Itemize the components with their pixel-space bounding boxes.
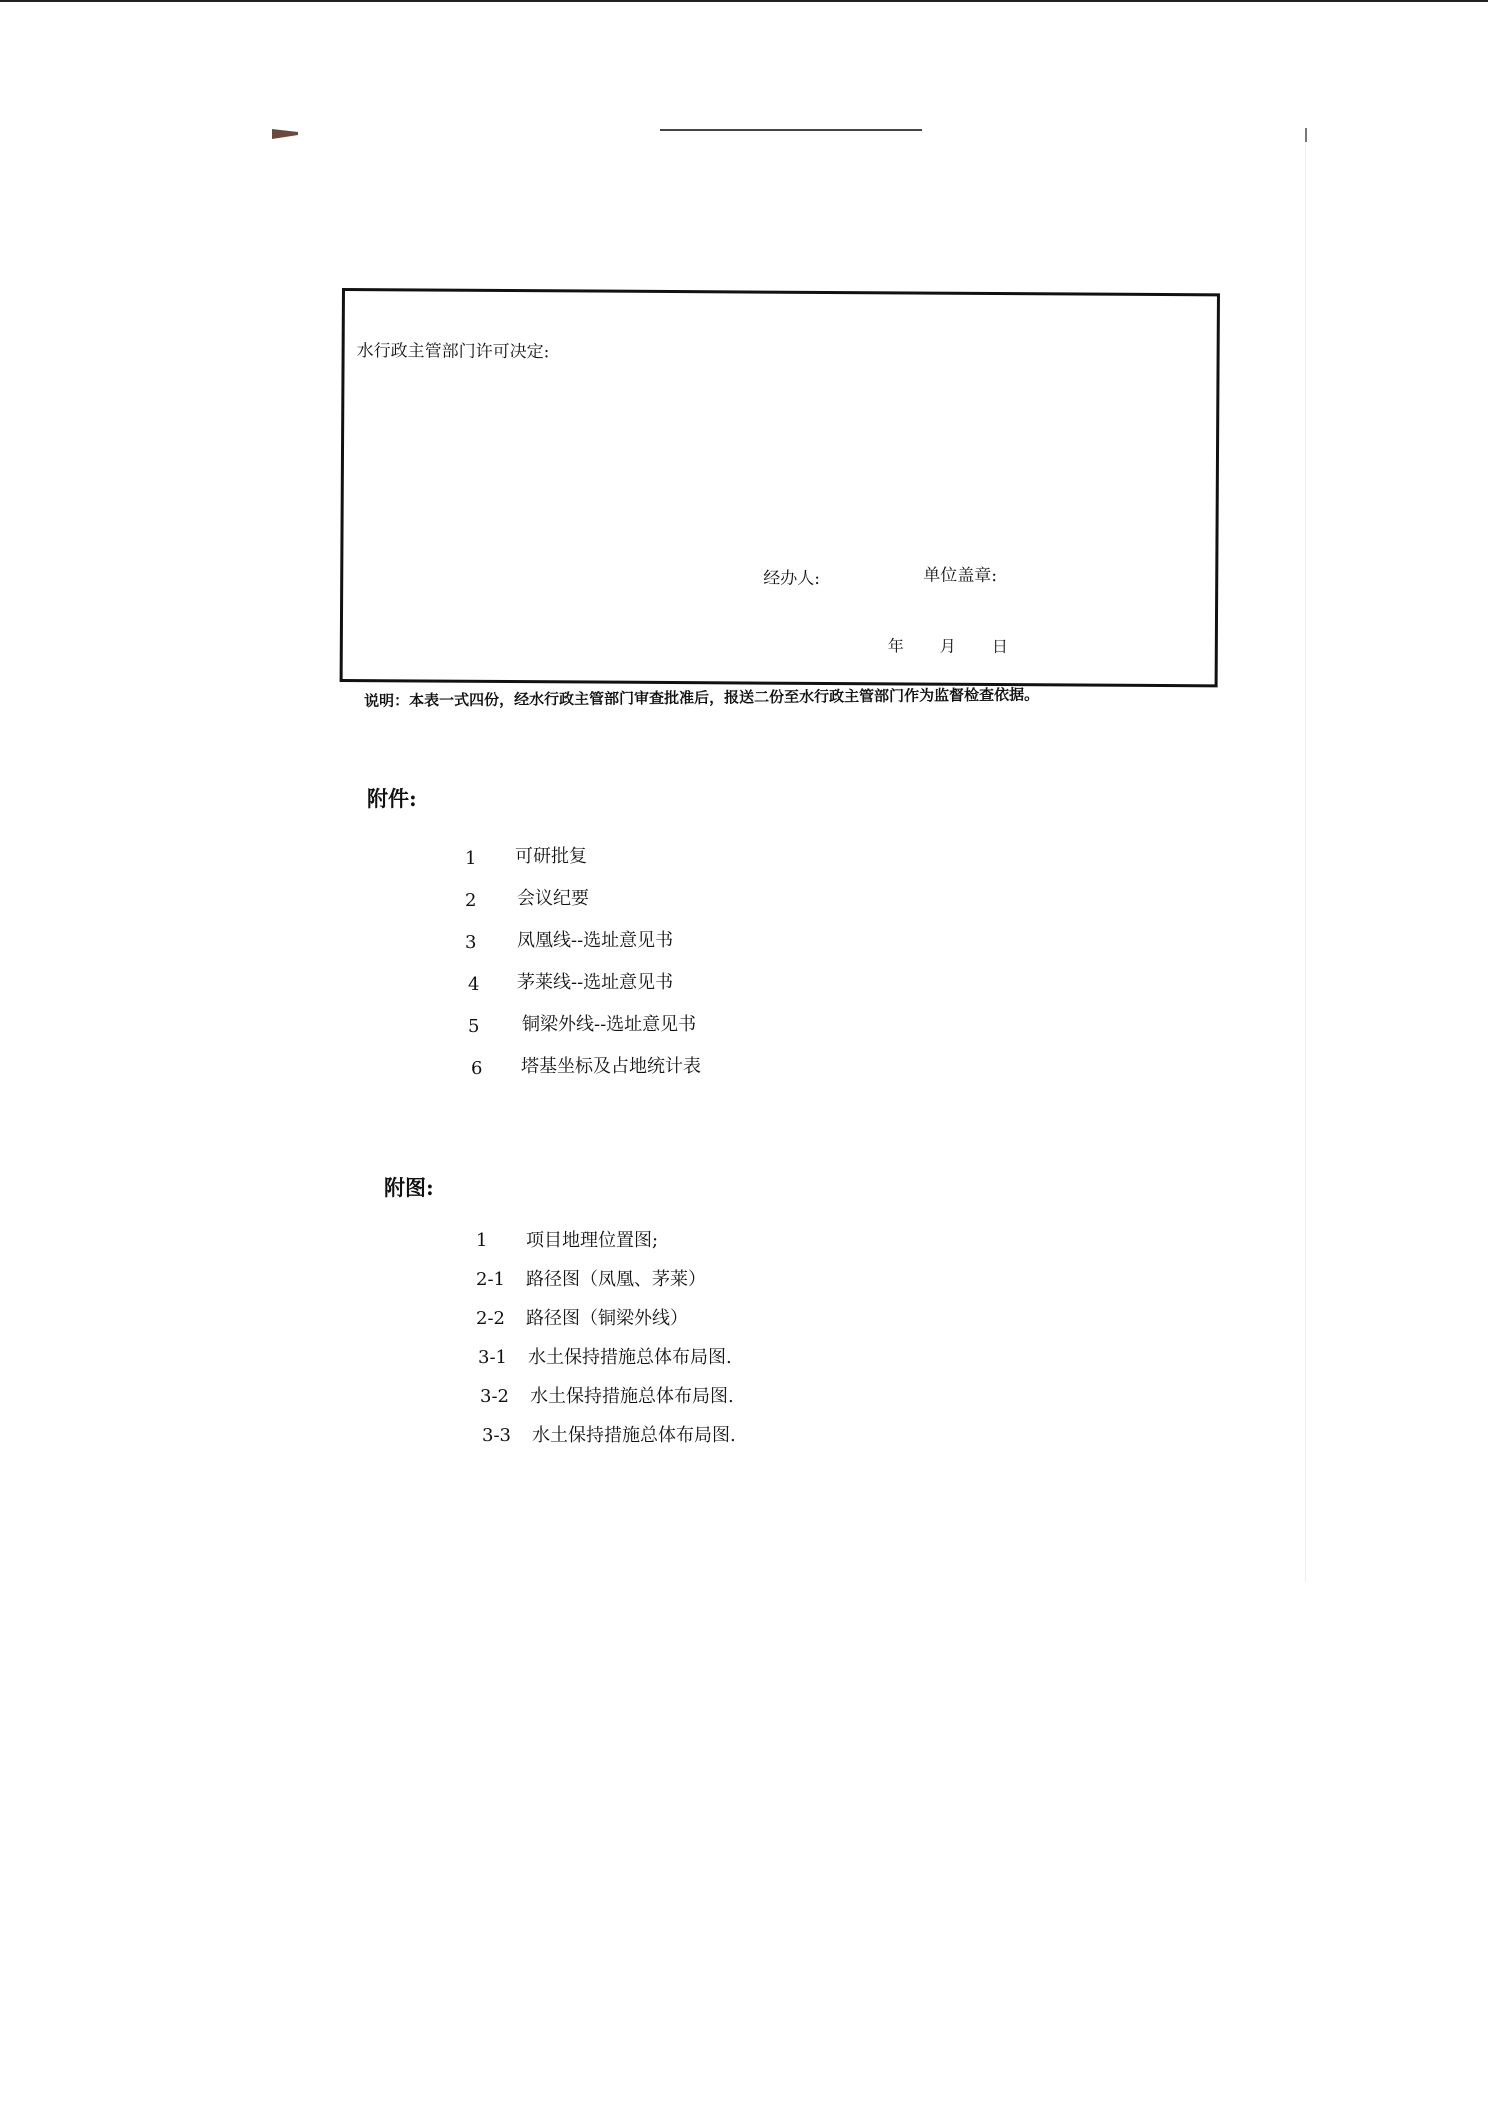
- item-text: 塔基坐标及占地统计表: [521, 1056, 701, 1077]
- item-text: 项目地理位置图;: [526, 1230, 659, 1251]
- item-number: 2-2: [476, 1308, 505, 1329]
- item-text: 路径图（凤凰、茅莱）: [526, 1269, 706, 1290]
- form-note: 说明：本表一式四份，经水行政主管部门审查批准后，报送二份至水行政主管部门作为监督检查依据。: [364, 685, 1040, 710]
- scan-artifact-right: [1305, 128, 1307, 142]
- decision-label: 水行政主管部门许可决定:: [356, 341, 550, 363]
- seal-label: 单位盖章:: [923, 565, 998, 587]
- item-text: 水土保持措施总体布局图.: [530, 1386, 734, 1407]
- item-number: 2-1: [476, 1269, 505, 1290]
- item-number: 1: [476, 1230, 488, 1251]
- day-label: 日: [991, 636, 1008, 657]
- item-number: 3-1: [478, 1347, 507, 1368]
- item-text: 水土保持措施总体布局图.: [532, 1425, 736, 1446]
- item-number: 3-2: [480, 1386, 509, 1407]
- item-text: 可研批复: [515, 846, 587, 867]
- month-label: 月: [939, 636, 956, 656]
- scan-artifact-left: [272, 129, 298, 139]
- handler-label: 经办人:: [763, 568, 821, 589]
- scan-page-edge: [1305, 142, 1306, 1582]
- item-text: 凤凰线--选址意见书: [517, 930, 674, 951]
- item-text: 铜梁外线--选址意见书: [522, 1014, 697, 1035]
- item-number: 6: [471, 1058, 483, 1079]
- date-row: [888, 633, 1008, 657]
- item-text: 水土保持措施总体布局图.: [528, 1347, 732, 1368]
- scan-artifact-top: [660, 129, 922, 131]
- attachments-heading: 附件:: [367, 786, 417, 811]
- year-label: 年: [887, 636, 904, 656]
- item-number: 3: [465, 932, 477, 953]
- figures-heading: 附图:: [384, 1175, 434, 1200]
- scan-top-border: [0, 0, 1488, 2]
- item-number: 4: [468, 974, 480, 995]
- item-text: 路径图（铜梁外线）: [526, 1308, 688, 1329]
- item-number: 5: [468, 1016, 480, 1037]
- approval-form-box: [340, 288, 1220, 687]
- item-text: 会议纪要: [517, 888, 589, 909]
- item-number: 2: [465, 890, 477, 911]
- item-text: 茅莱线--选址意见书: [517, 972, 674, 993]
- item-number: 3-3: [482, 1425, 511, 1446]
- item-number: 1: [465, 848, 477, 869]
